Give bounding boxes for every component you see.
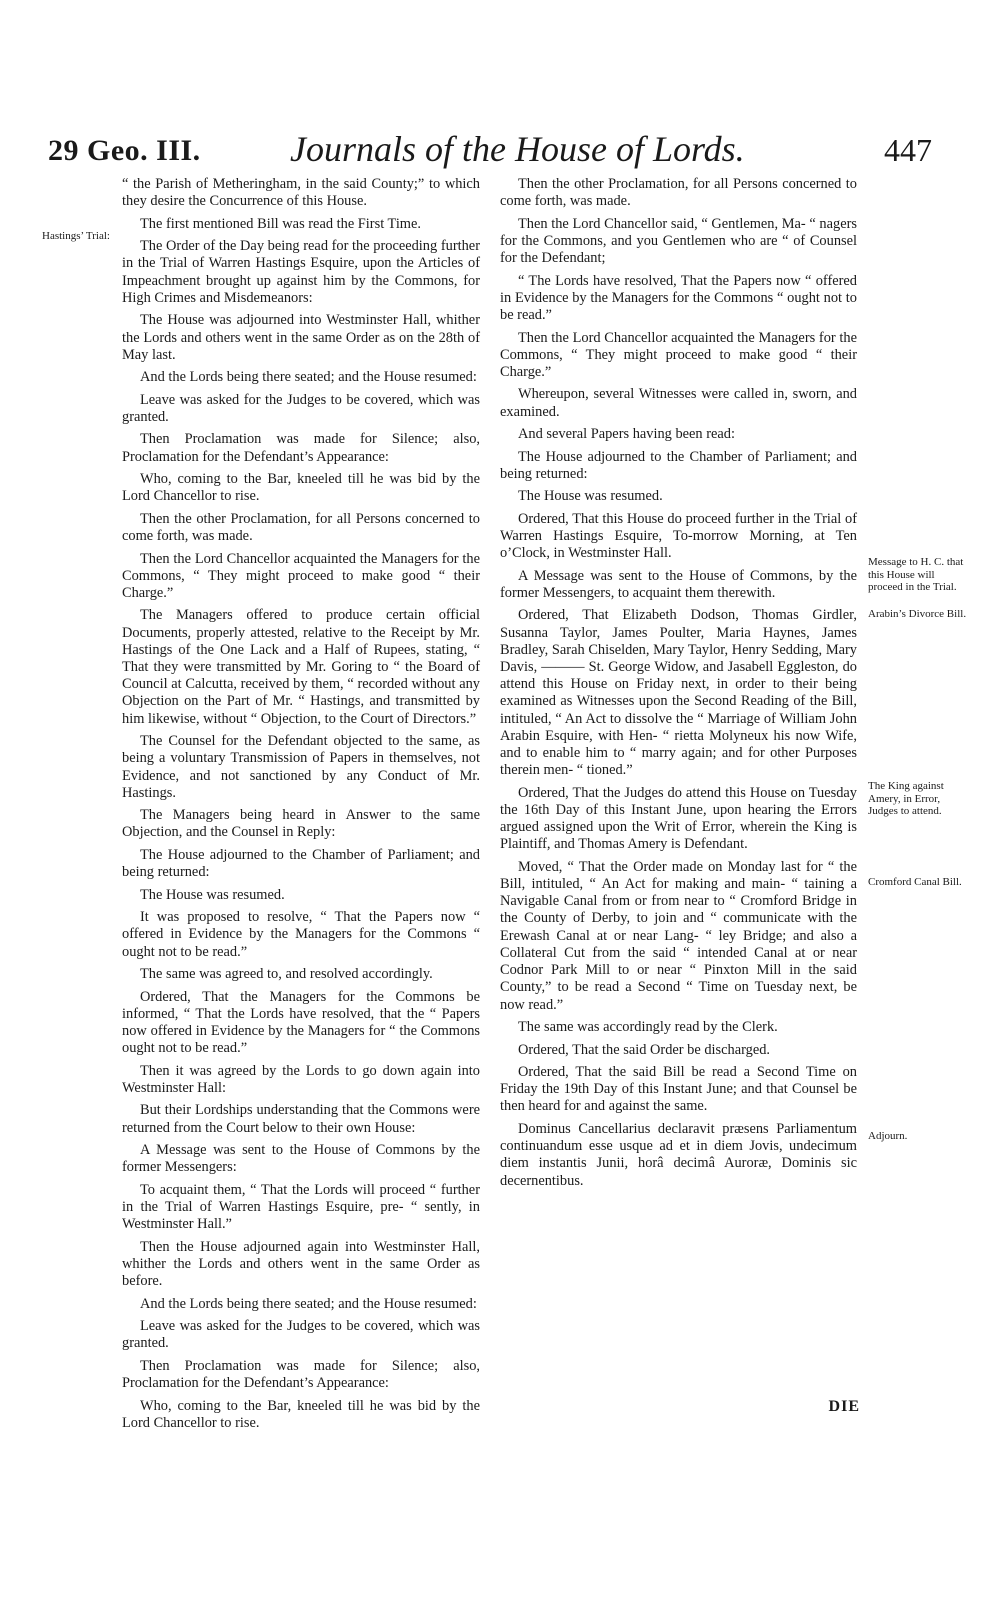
margin-note-arabin-divorce: Arabin’s Divorce Bill. [868,608,967,620]
paragraph: Then the Lord Chancellor acquainted the Managers for the Commons, “ They might proceed to make good “ their Charge.” [122,550,480,601]
paragraph: But their Lordships understanding that the Commons were returned from the Court below to their own House: [122,1102,480,1136]
paragraph: Then Proclamation was made for Silence; also, Proclamation for the Defendant’s Appearance: [122,1357,480,1392]
paragraph: The Counsel for the Defendant objected to the same, as being a voluntary Transmission of Papers in themselves, not Evidence, and not sanctioned by any Conduct of Mr. Hastings. [122,733,480,801]
paragraph: Then the other Proclamation, for all Persons concerned to come forth, was made. [122,510,480,545]
paragraph: “ The Lords have resolved, That the Papers now “ offered in Evidence by the Managers for the Commons “ ought not to be read.” [500,272,857,324]
paragraph: A Message was sent to the House of Commons by the former Messengers: [122,1142,480,1176]
paragraph: The same was accordingly read by the Clerk. [518,1019,778,1035]
right-column [500,176,857,1195]
margin-note-hastings-trial: Hastings’ Trial: [42,230,110,242]
paragraph: Moved, “ That the Order made on Monday last for “ the Bill, intituled, “ An Act for making and main- “ taining a Navigable Canal from or from near to “ Cromford Bridge in the County of Derby, to join and “ communicate with the Erewash Canal at or near Lang- “ ley Bridge; and also a Collateral Cut from the said “ intended Canal at or near Codnor Park Mill to or near “ Pinxton Mill in the said County,” to be read a Second “ Time on Tuesday next, be now read.” [500,858,857,1013]
paragraph: A Message was sent to the House of Commons, by the former Messengers, to acquaint them therewith. [500,567,857,601]
paragraph: And several Papers having been read: [518,426,735,443]
paragraph: The first mentioned Bill was read the First Time. [140,215,421,232]
paragraph: And the Lords being there seated; and the House resumed: [140,369,477,386]
paragraph: The House was adjourned into Westminster Hall, whither the Lords and others went in the same Order as on the 28th of May last. [122,312,480,363]
paragraph: Ordered, That this House do proceed further in the Trial of Warren Hastings Esquire, To-morrow Morning, at Ten o’Clock, in Westminster Hall. [500,510,857,562]
paragraph: It was proposed to resolve, “ That the Papers now “ offered in Evidence by the Managers for the Commons “ ought not to be read.” [122,909,480,960]
margin-note-adjourn: Adjourn. [868,1130,908,1142]
paragraph: Ordered, That the Judges do attend this House on Tuesday the 16th Day of this Instant June, upon hearing the Errors argued assigned upon the Writ of Error, wherein the King is Plaintiff, and Thomas Amery is Defendant. [500,784,857,853]
paragraph: Then Proclamation was made for Silence; also, Proclamation for the Defendant’s Appearance: [122,431,480,465]
paragraph: Ordered, That the said Order be discharged. [518,1041,771,1058]
paragraph: To acquaint them, “ That the Lords will proceed “ further in the Trial of Warren Hastings Esquire, pre- “ sently, in Westminster Hall.” [122,1181,480,1233]
paragraph: Leave was asked for the Judges to be covered, which was granted. [122,1318,480,1352]
paragraph: The House was resumed. [518,488,663,505]
paragraph: The Managers being heard in Answer to the same Objection, and the Counsel in Reply: [122,807,480,841]
paragraph: The House adjourned to the Chamber of Parliament; and being returned: [500,448,857,482]
paragraph: And the Lords being there seated; and the House resumed: [140,1295,477,1312]
paragraph: Then the Lord Chancellor acquainted the Managers for the Commons, “ They might proceed to make good “ their Charge.” [500,329,857,380]
paragraph: Then the House adjourned again into Westminster Hall, whither the Lords and others went in the same Order as before. [122,1238,480,1290]
page-header [40,128,960,178]
paragraph: Whereupon, several Witnesses were called in, sworn, and examined. [500,386,857,420]
paragraph: Leave was asked for the Judges to be covered, which was granted. [122,391,480,425]
paragraph: Who, coming to the Bar, kneeled till he was bid by the Lord Chancellor to rise. [122,471,480,505]
paragraph: Ordered, That the Managers for the Commons be informed, “ That the Lords have resolved, that the “ Papers now offered in Evidence by the Managers for “ the Commons ought not to be read.” [122,988,480,1057]
regnal-year: 29 Geo. III. [48,134,201,167]
catchword: DIE [828,1398,860,1415]
paragraph: Then the Lord Chancellor said, “ Gentlemen, Ma- “ nagers for the Commons, and you Gentlemen who are “ of Counsel for the Defendant; [500,215,857,267]
paragraph: The same was agreed to, and resolved accordingly. [140,966,433,983]
paragraph: The Managers offered to produce certain official Documents, properly attested, relative to the Receipt by Mr. Hastings of the One Lack and a Half of Rupees, stating, “ That they were transmitted by Mr. Goring to “ the Board of Council at Calcutta, received by them, “ recorded without any Objection on the Part of Mr. “ Hastings, and transmitted by him likewise, without “ Objection, to the Court of Directors.” [122,607,480,727]
paragraph: “ the Parish of Metheringham, in the said County;” to which they desire the Concurrence of this House. [122,176,480,210]
margin-note-king-amery: The King against Amery, in Error, Judges to attend. [868,780,944,817]
paragraph: Who, coming to the Bar, kneeled till he was bid by the Lord Chancellor to rise. [122,1397,480,1431]
page-number: 447 [884,132,932,168]
paragraph: Then the other Proclamation, for all Persons concerned to come forth, was made. [500,176,857,210]
paragraph: Then it was agreed by the Lords to go down again into Westminster Hall: [122,1062,480,1096]
paragraph: Ordered, That the said Bill be read a Second Time on Friday the 19th Day of this Instant June; and that Counsel be then heard for and against the same. [500,1064,857,1115]
margin-note-message-hc: Message to H. C. that this House will proceed in the Trial. [868,556,964,593]
left-column [122,176,480,1437]
paragraph: The House was resumed. [140,886,285,903]
paragraph: Ordered, That Elizabeth Dodson, Thomas Girdler, Susanna Taylor, James Poulter, Maria Haynes, James Bradley, Sarah Chiselden, Mary Taylor, Henry Sedding, Mary Davis, ——— St. George Widow, and Jasabell Eggleston, do attend this House on Friday next, in order to their being examined as Witnesses upon the Second Reading of the Bill, intituled, “ An Act to dissolve the “ Marriage of William John Arabin Esquire, with Hen- “ rietta Molyneux his now Wife, and to enable him to “ marry again; and for other Purposes therein men- “ tioned.” [500,607,857,779]
paragraph: The House adjourned to the Chamber of Parliament; and being returned: [122,846,480,881]
paragraph: Dominus Cancellarius declaravit præsens Parliamentum continuandum esse usque ad et in diem Jovis, undecimum diem instantis Junii, horâ decimâ Auroræ, Dominis sic decernentibus. [500,1120,857,1189]
journal-title: Journals of the House of Lords. [290,129,745,169]
paragraph: The Order of the Day being read for the proceeding further in the Trial of Warren Hastings Esquire, upon the Articles of Impeachment brought up against him by the Commons, for High Crimes and Misdemeanors: [122,238,480,306]
margin-note-cromford-canal: Cromford Canal Bill. [868,876,962,888]
